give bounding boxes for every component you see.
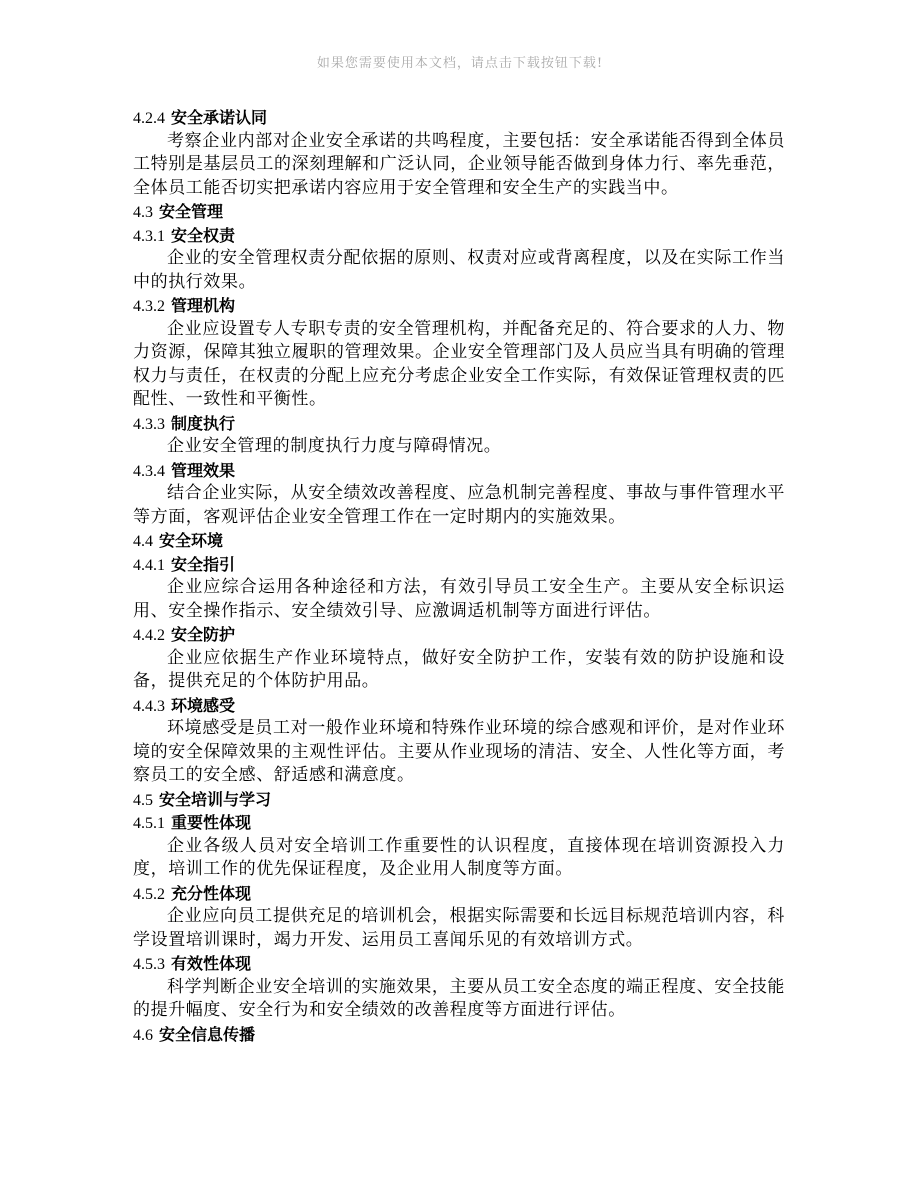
- section-heading: [133, 459, 785, 483]
- body-paragraph: 结合企业实际，从安全绩效改善程度、应急机制完善程度、事故与事件管理水平等方面，客观评估企业安全管理工作在一定时期内的实施效果。: [133, 483, 785, 527]
- body-paragraph: 企业安全管理的制度执行力度与障碍情况。: [167, 436, 502, 456]
- section-number: 4.4.1: [133, 556, 165, 574]
- section-heading: [133, 412, 785, 436]
- section-title: 管理效果: [171, 460, 236, 480]
- body-paragraph: 企业应综合运用各种途径和方法，有效引导员工安全生产。主要从安全标识运用、安全操作指示、安全绩效引导、应激调适机制等方面进行评估。: [133, 577, 785, 621]
- body-paragraph: 科学判断企业安全培训的实施效果，主要从员工安全态度的端正程度、安全技能的提升幅度、安全行为和安全绩效的改善程度等方面进行评估。: [133, 976, 785, 1020]
- section-heading: [133, 224, 785, 248]
- section-number: 4.3.4: [133, 462, 165, 480]
- section-title: 充分性体现: [171, 883, 252, 903]
- section-title: 制度执行: [171, 413, 236, 433]
- section-number: 4.4.3: [133, 697, 165, 715]
- section-heading: [133, 623, 785, 647]
- section-title: 安全环境: [159, 531, 224, 550]
- section-title: 安全承诺认同: [171, 108, 268, 127]
- section-number: 4.5.2: [133, 885, 165, 903]
- body-paragraph: 企业各级人员对安全培训工作重要性的认识程度，直接体现在培训资源投入力度，培训工作的优先保证程度，及企业用人制度等方面。: [133, 835, 785, 879]
- section-heading: [133, 952, 785, 976]
- section-title: 安全指引: [171, 554, 236, 574]
- section-number: 4.5: [133, 791, 153, 809]
- body-paragraph: 环境感受是员工对一般作业环境和特殊作业环境的综合感观和评价，是对作业环境的安全保障效果的主观性评估。主要从作业现场的清洁、安全、人性化等方面，考察员工的安全感、舒适感和满意度。: [133, 718, 785, 785]
- section-number: 4.5.1: [133, 815, 165, 832]
- section-title: 有效性体现: [171, 954, 252, 973]
- section-heading: [133, 1023, 785, 1047]
- section-heading: [133, 529, 785, 553]
- section-heading: [133, 788, 785, 812]
- body-paragraph: 考察企业内部对企业安全承诺的共鸣程度，主要包括：安全承诺能否得到全体员工特别是基层员工的深刻理解和广泛认同，企业领导能否做到身体力行、率先垂范，全体员工能否切实把承诺内容应用于安全管理和安全生产的实践当中。: [133, 130, 785, 198]
- document-body: [133, 106, 785, 1046]
- download-notice: 如果您需要使用本文档，请点击下载按钮下载!: [316, 56, 604, 71]
- section-heading: [133, 882, 785, 906]
- section-heading: [133, 106, 785, 130]
- section-title: 安全管理: [159, 202, 224, 221]
- section-number: 4.4: [133, 533, 153, 550]
- section-number: 4.6: [133, 1026, 153, 1044]
- body-paragraph: 企业应设置专人专职专责的安全管理机构，并配备充足的、符合要求的人力、物力资源，保障其独立履职的管理效果。企业安全管理部门及人员应当具有明确的管理权力与责任，在权责的分配上应充分考虑企业安全工作实际，有效保证管理权责的匹配性、一致性和平衡性。: [133, 318, 785, 409]
- body-paragraph: 企业应向员工提供充足的培训机会，根据实际需要和长远目标规范培训内容，科学设置培训课时，竭力开发、运用员工喜闻乐见的有效培训方式。: [133, 906, 785, 950]
- section-heading: [133, 811, 785, 835]
- section-number: 4.3.3: [133, 415, 165, 433]
- section-number: 4.4.2: [133, 627, 165, 644]
- section-title: 安全防护: [171, 625, 236, 644]
- body-paragraph: 企业的安全管理权责分配依据的原则、权责对应或背离程度，以及在实际工作当中的执行效果。: [133, 248, 785, 292]
- section-heading: [133, 694, 785, 718]
- section-heading: [133, 294, 785, 318]
- body-paragraph: 企业应依据生产作业环境特点，做好安全防护工作，安装有效的防护设施和设备，提供充足的个体防护用品。: [133, 647, 785, 691]
- section-number: 4.3.2: [133, 298, 165, 315]
- section-title: 重要性体现: [171, 813, 252, 832]
- section-number: 4.5.3: [133, 956, 165, 973]
- section-number: 4.3: [133, 204, 153, 221]
- section-number: 4.3.1: [133, 227, 165, 245]
- section-heading: [133, 200, 785, 224]
- section-heading: [133, 553, 785, 577]
- section-title: 环境感受: [171, 695, 236, 715]
- section-number: 4.2.4: [133, 110, 165, 127]
- section-title: 安全权责: [171, 225, 236, 245]
- section-title: 安全信息传播: [159, 1024, 256, 1044]
- section-title: 安全培训与学习: [159, 789, 272, 809]
- section-title: 管理机构: [171, 296, 236, 315]
